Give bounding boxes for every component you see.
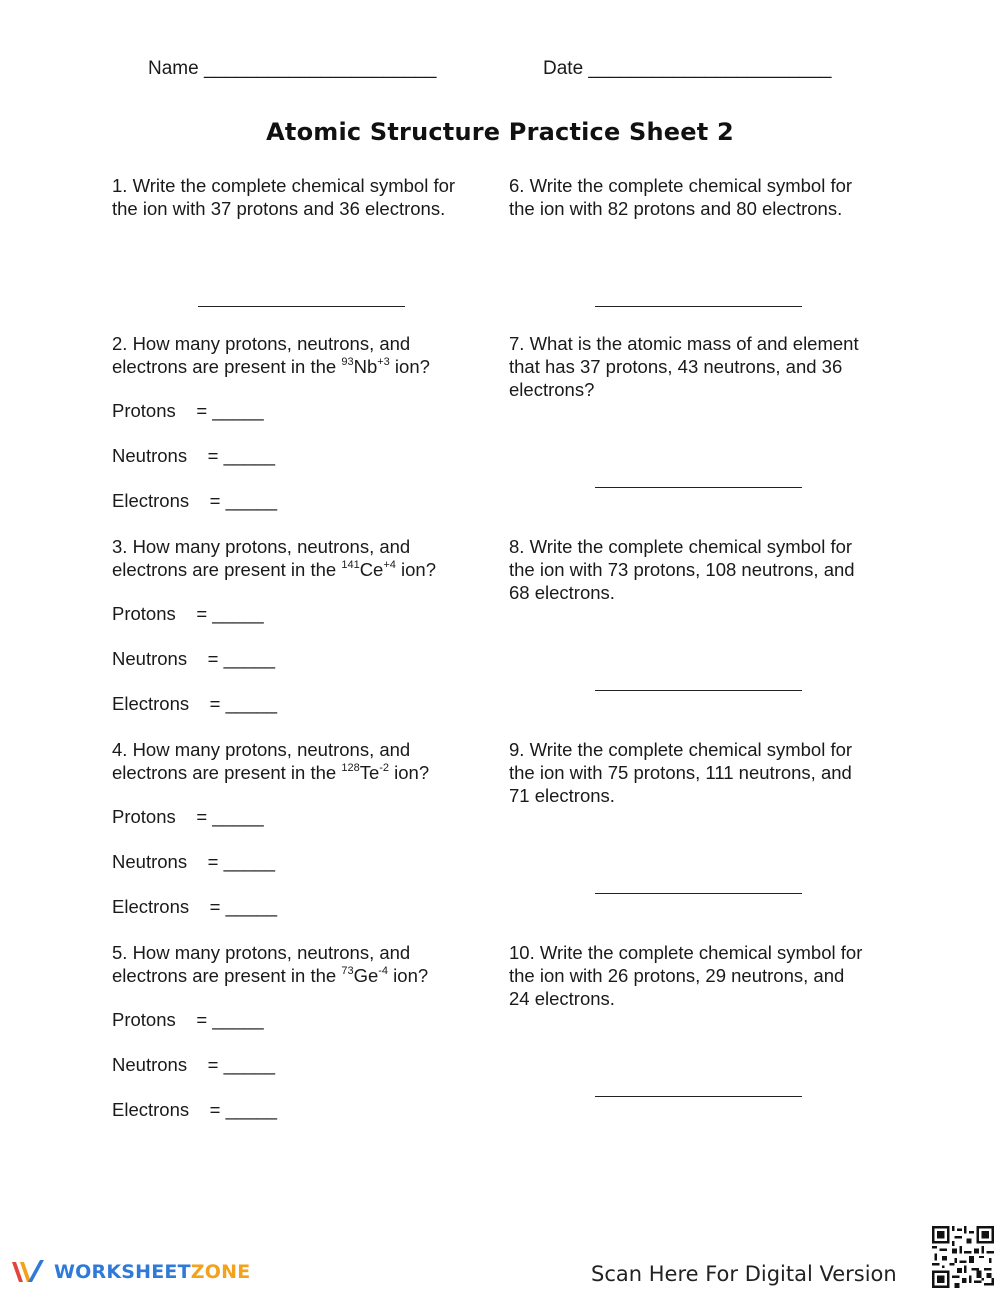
question-7 (509, 332, 899, 401)
question-4 (112, 738, 497, 784)
question-text: electrons are present in the $^{141}Ce^{+4}$ ion? (112, 559, 437, 580)
answer-line-7[interactable] (595, 487, 802, 488)
question-text: 1. Write the complete chemical symbol for (112, 175, 456, 196)
electrons-answer[interactable]: Electrons = _____ (112, 896, 278, 917)
ion-charge: +4 (383, 559, 396, 571)
question-text: electrons are present in the $^{93}Nb^{+3}$ ion? (112, 356, 430, 377)
neutrons-answer[interactable]: Neutrons = _____ (112, 851, 276, 872)
mass-number: 128 (341, 762, 360, 774)
electrons-answer[interactable]: Electrons = _____ (112, 490, 278, 511)
question-text: 5. How many protons, neutrons, and (112, 942, 411, 963)
neutrons-answer[interactable]: Neutrons = _____ (112, 445, 276, 466)
question-text: electrons are present in the $^{73}Ge^{-4}$ ion? (112, 965, 429, 986)
name-field[interactable]: Name ______________________ (148, 58, 437, 79)
answer-line-10[interactable] (595, 1096, 802, 1097)
question-text: the ion with 73 protons, 108 neutrons, and (509, 559, 855, 580)
question-text: 2. How many protons, neutrons, and (112, 333, 411, 354)
question-text: 3. How many protons, neutrons, and (112, 536, 411, 557)
question-text: 68 electrons. (509, 582, 615, 603)
question-text: 6. Write the complete chemical symbol for (509, 175, 853, 196)
answer-line-8[interactable] (595, 690, 802, 691)
date-field[interactable]: Date _______________________ (543, 58, 832, 79)
answer-line-1[interactable] (198, 306, 405, 307)
logo-text: WORKSHEETZONE (54, 1261, 251, 1283)
answer-line-9[interactable] (595, 893, 802, 894)
question-text: 24 electrons. (509, 988, 615, 1009)
ion-charge: +3 (377, 356, 390, 368)
answer-line-6[interactable] (595, 306, 802, 307)
question-text: the ion with 82 protons and 80 electrons. (509, 198, 843, 219)
question-text: the ion with 26 protons, 29 neutrons, and (509, 965, 845, 986)
protons-answer[interactable]: Protons = _____ (112, 603, 264, 624)
question-text: 7. What is the atomic mass of and element (509, 333, 859, 354)
electrons-answer[interactable]: Electrons = _____ (112, 693, 278, 714)
question-text: electrons are present in the $^{128}Te^{-2}$ ion? (112, 762, 430, 783)
scan-caption: Scan Here For Digital Version (591, 1262, 897, 1286)
protons-answer[interactable]: Protons = _____ (112, 400, 264, 421)
neutrons-answer[interactable]: Neutrons = _____ (112, 1054, 276, 1075)
element-symbol: Nb (353, 356, 378, 377)
page-title: Atomic Structure Practice Sheet 2 (266, 118, 734, 146)
element-symbol: Te (359, 762, 380, 783)
question-1 (112, 174, 497, 220)
question-text: 10. Write the complete chemical symbol for (509, 942, 863, 963)
question-text: the ion with 75 protons, 111 neutrons, and (509, 762, 852, 783)
question-5 (112, 941, 497, 987)
protons-answer[interactable]: Protons = _____ (112, 1009, 264, 1030)
question-3 (112, 535, 497, 581)
question-text: 71 electrons. (509, 785, 615, 806)
mass-number: 73 (341, 965, 354, 977)
neutrons-answer[interactable]: Neutrons = _____ (112, 648, 276, 669)
question-text: the ion with 37 protons and 36 electrons. (112, 198, 446, 219)
mass-number: 93 (341, 356, 354, 368)
worksheetzone-logo[interactable] (10, 1258, 250, 1286)
question-9 (509, 738, 899, 807)
ion-charge: -2 (379, 762, 390, 774)
question-text: that has 37 protons, 43 neutrons, and 36 (509, 356, 843, 377)
question-text: 4. How many protons, neutrons, and (112, 739, 411, 760)
question-text: 9. Write the complete chemical symbol for (509, 739, 853, 760)
w-logo-icon (10, 1258, 48, 1286)
qr-code-icon[interactable] (932, 1226, 994, 1288)
question-6 (509, 174, 899, 220)
question-10 (509, 941, 899, 1010)
element-symbol: Ce (359, 559, 384, 580)
protons-answer[interactable]: Protons = _____ (112, 806, 264, 827)
mass-number: 141 (341, 559, 360, 571)
ion-charge: -4 (378, 965, 389, 977)
question-text: electrons? (509, 379, 595, 400)
question-2 (112, 332, 497, 378)
question-8 (509, 535, 899, 604)
electrons-answer[interactable]: Electrons = _____ (112, 1099, 278, 1120)
question-text: 8. Write the complete chemical symbol for (509, 536, 853, 557)
element-symbol: Ge (353, 965, 379, 986)
